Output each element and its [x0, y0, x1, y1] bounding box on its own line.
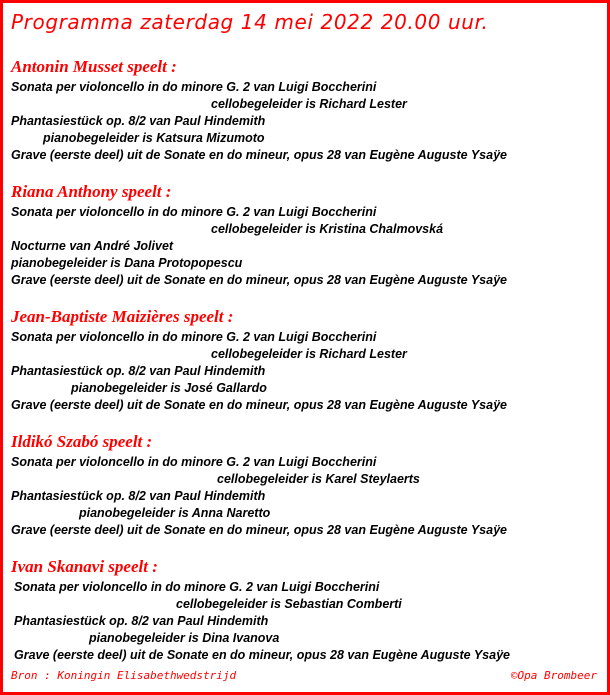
performer-heading: Antonin Musset speelt :: [11, 57, 177, 76]
piece-line: Grave (eerste deel) uit de Sonate en do mineur, opus 28 van Eugène Auguste Ysaÿe: [11, 148, 507, 162]
accompanist-line: pianobegeleider is Dana Protopopescu: [11, 256, 243, 270]
accompanist-line: cellobegeleider is Sebastian Comberti: [176, 597, 402, 611]
piece-line: Nocturne van André Jolivet: [11, 239, 174, 253]
piece-line: Sonata per violoncello in do minore G. 2 van Luigi Boccherini: [11, 80, 377, 94]
piece-line: Phantasiestück op. 8/2 van Paul Hindemith: [11, 364, 266, 378]
accompanist-line: cellobegeleider is Karel Steylaerts: [217, 472, 420, 486]
piece-line: Grave (eerste deel) uit de Sonate en do mineur, opus 28 van Eugène Auguste Ysaÿe: [14, 648, 510, 662]
performer-heading: Ivan Skanavi speelt :: [11, 557, 158, 576]
performer-heading: Jean-Baptiste Maizières speelt :: [11, 307, 234, 326]
accompanist-line: pianobegeleider is José Gallardo: [71, 381, 267, 395]
piece-line: Phantasiestück op. 8/2 van Paul Hindemith: [11, 489, 266, 503]
piece-line: Sonata per violoncello in do minore G. 2 van Luigi Boccherini: [14, 580, 380, 594]
performer-heading: Riana Anthony speelt :: [11, 182, 172, 201]
accompanist-line: cellobegeleider is Richard Lester: [211, 347, 407, 361]
piece-line: Sonata per violoncello in do minore G. 2 van Luigi Boccherini: [11, 455, 377, 469]
accompanist-line: pianobegeleider is Dina Ivanova: [89, 631, 280, 645]
accompanist-line: cellobegeleider is Richard Lester: [211, 97, 407, 111]
piece-line: Grave (eerste deel) uit de Sonate en do mineur, opus 28 van Eugène Auguste Ysaÿe: [11, 273, 507, 287]
piece-line: Sonata per violoncello in do minore G. 2 van Luigi Boccherini: [11, 330, 377, 344]
source-credit: Bron : Koningin Elisabethwedstrijd: [11, 669, 237, 682]
piece-line: Phantasiestück op. 8/2 van Paul Hindemith: [14, 614, 269, 628]
piece-line: Grave (eerste deel) uit de Sonate en do mineur, opus 28 van Eugène Auguste Ysaÿe: [11, 398, 507, 412]
accompanist-line: cellobegeleider is Kristina Chalmovská: [211, 222, 444, 236]
page-title: Programma zaterdag 14 mei 2022 20.00 uur.: [11, 10, 489, 34]
author-credit: ©Opa Brombeer: [510, 669, 597, 682]
piece-line: Phantasiestück op. 8/2 van Paul Hindemith: [11, 114, 266, 128]
accompanist-line: pianobegeleider is Katsura Mizumoto: [43, 131, 265, 145]
performer-heading: Ildikó Szabó speelt :: [11, 432, 153, 451]
accompanist-line: pianobegeleider is Anna Naretto: [79, 506, 271, 520]
piece-line: Sonata per violoncello in do minore G. 2 van Luigi Boccherini: [11, 205, 377, 219]
piece-line: Grave (eerste deel) uit de Sonate en do mineur, opus 28 van Eugène Auguste Ysaÿe: [11, 523, 507, 537]
